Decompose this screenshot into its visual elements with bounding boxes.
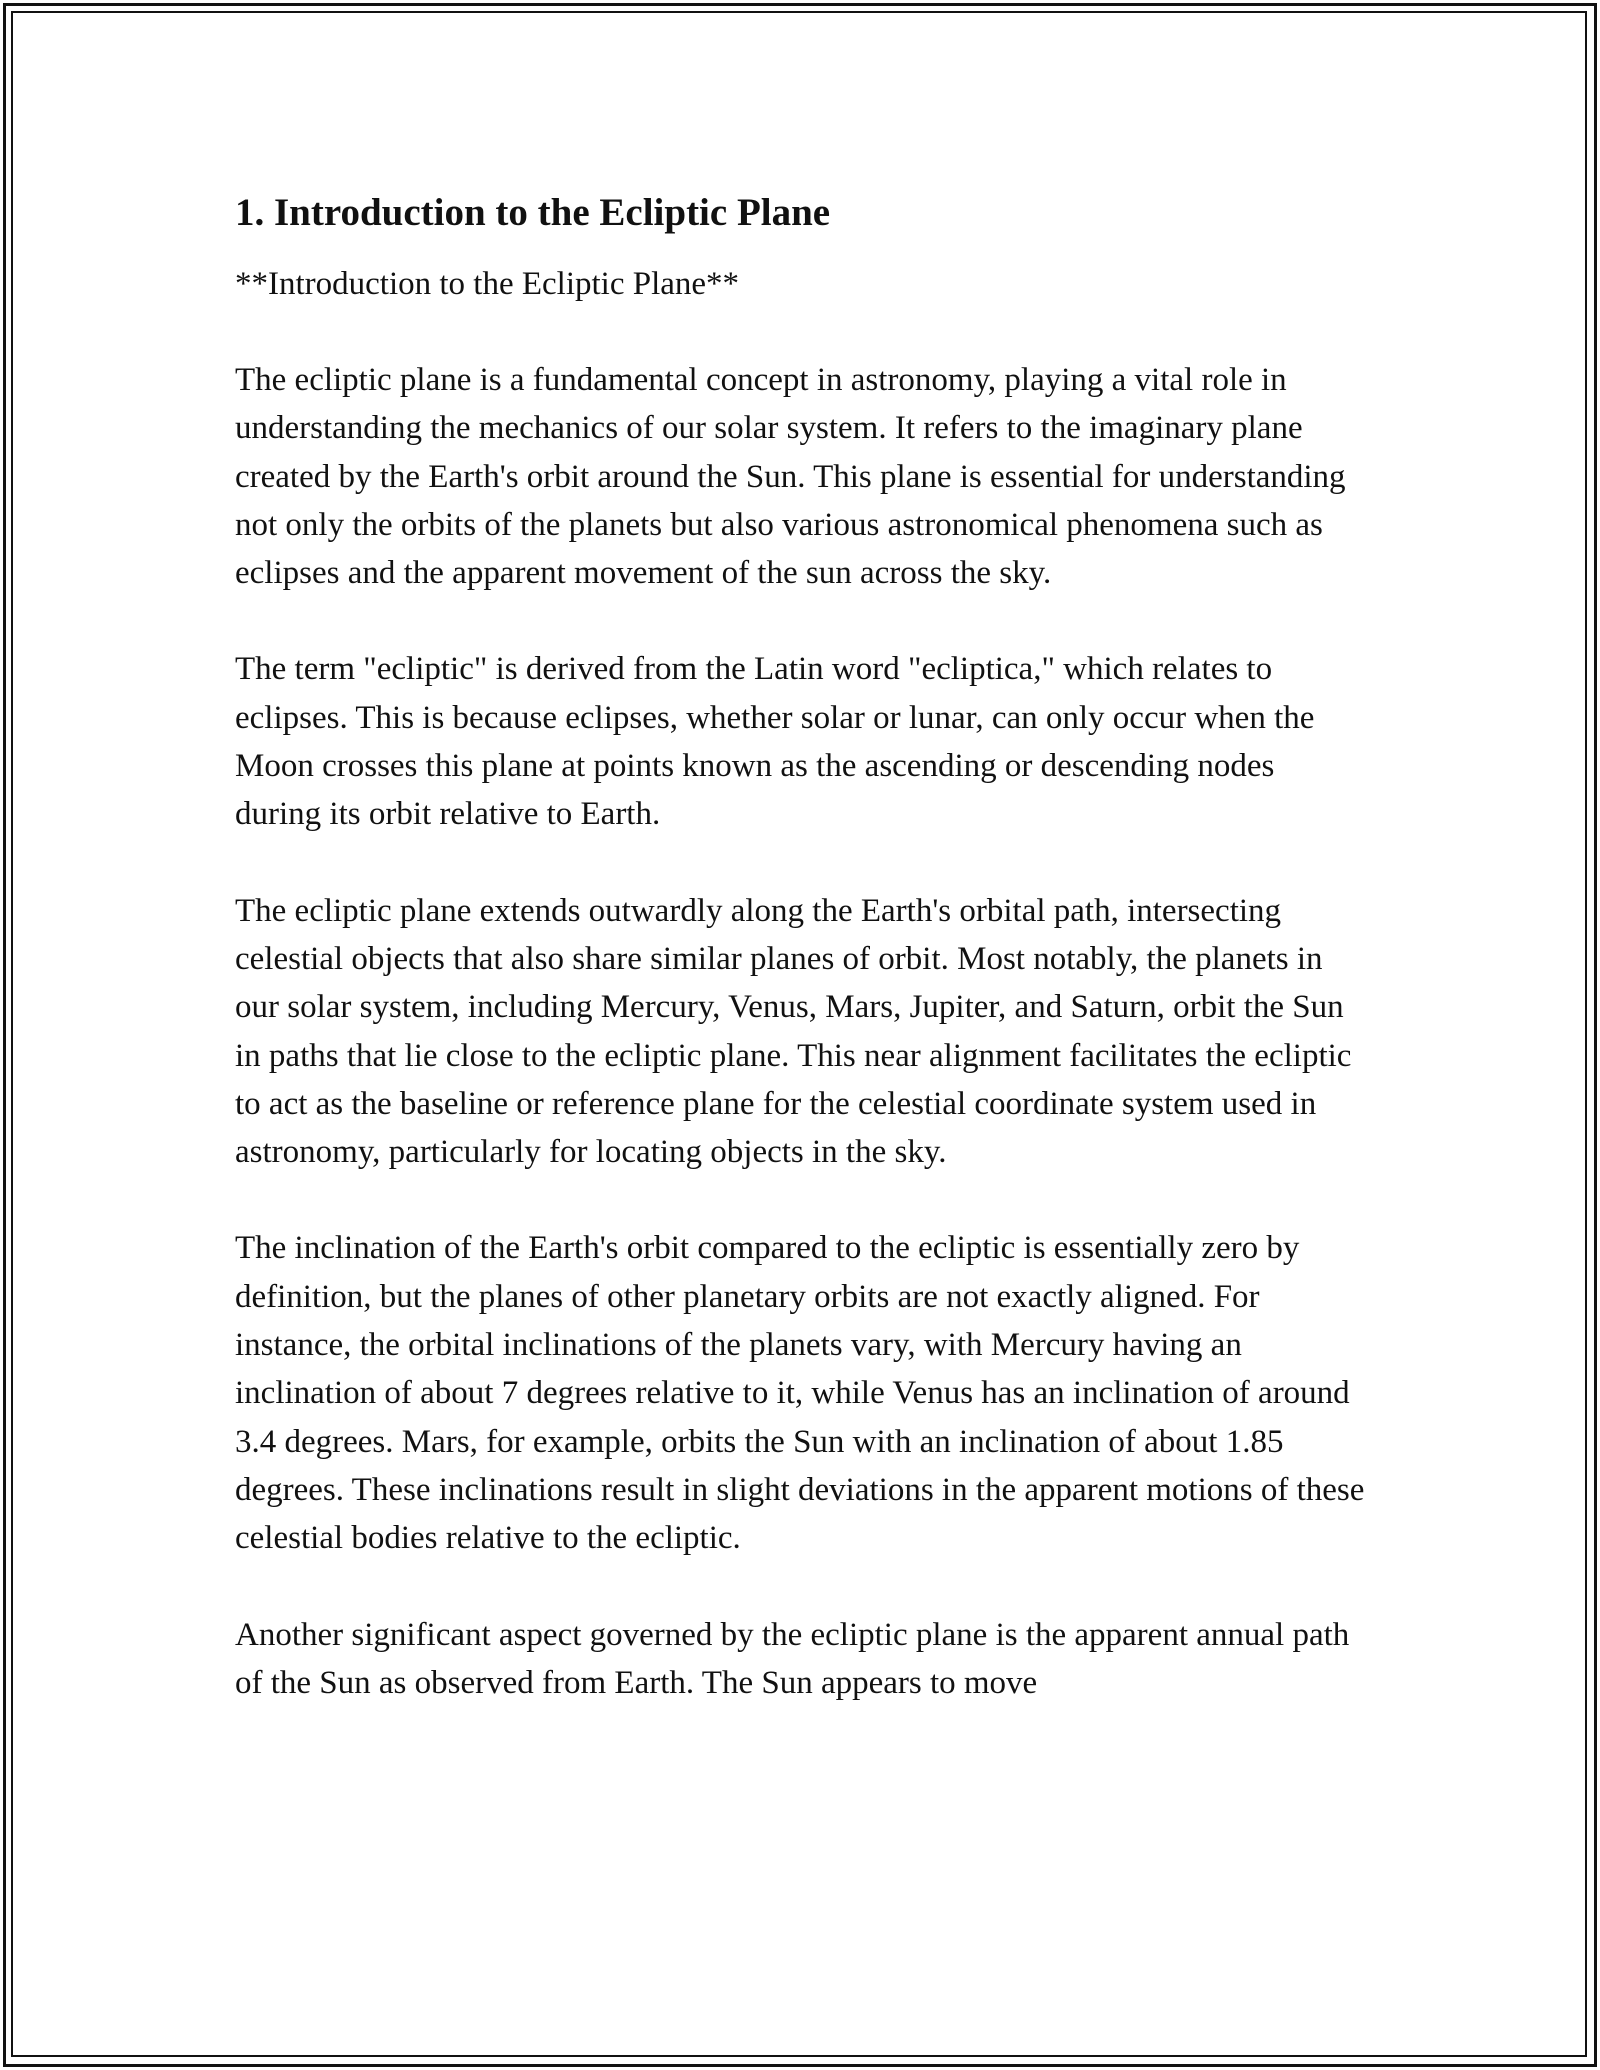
paragraph-1: The ecliptic plane is a fundamental concept in astronomy, playing a vital role in understanding the mechanics of our solar system. It refers to the imaginary plane created by the Earth's orbit around the Sun. This plane is essential for understanding not only the orbits of the planets but also various astronomical phenomena such as eclipses and the apparent movement of the sun across the sky.	[235, 362, 1346, 592]
section-heading: 1. Introduction to the Ecliptic Plane	[235, 191, 831, 234]
paragraph-2: The term "ecliptic" is derived from the Latin word "ecliptica," which relates to eclipses. This is because eclipses, whether solar or lunar, can only occur when the Moon crosses this plane at points known as the ascending or descending nodes during its orbit relative to Earth.	[235, 651, 1315, 833]
paragraph-5: Another significant aspect governed by the ecliptic plane is the apparent annual path of the Sun as observed from Earth. The Sun appears to move	[235, 1616, 1350, 1701]
section-subheading: **Introduction to the Ecliptic Plane**	[235, 266, 740, 302]
document-body	[235, 188, 1365, 1707]
paragraph-4: The inclination of the Earth's orbit compared to the ecliptic is essentially zero by definition, but the planes of other planetary orbits are not exactly aligned. For instance, the orbital inclinations of the planets vary, with Mercury having an inclination of about 7 degrees relative to it, while Venus has an inclination of around 3.4 degrees. Mars, for example, orbits the Sun with an inclination of about 1.85 degrees. These inclinations result in slight deviations in the apparent motions of these celestial bodies relative to the ecliptic.	[235, 1230, 1365, 1557]
paragraph-3: The ecliptic plane extends outwardly along the Earth's orbital path, intersecting celestial objects that also share similar planes of orbit. Most notably, the planets in our solar system, including Mercury, Venus, Mars, Jupiter, and Saturn, orbit the Sun in paths that lie close to the ecliptic plane. This near alignment facilitates the ecliptic to act as the baseline or reference plane for the celestial coordinate system used in astronomy, particularly for locating objects in the sky.	[235, 892, 1352, 1171]
